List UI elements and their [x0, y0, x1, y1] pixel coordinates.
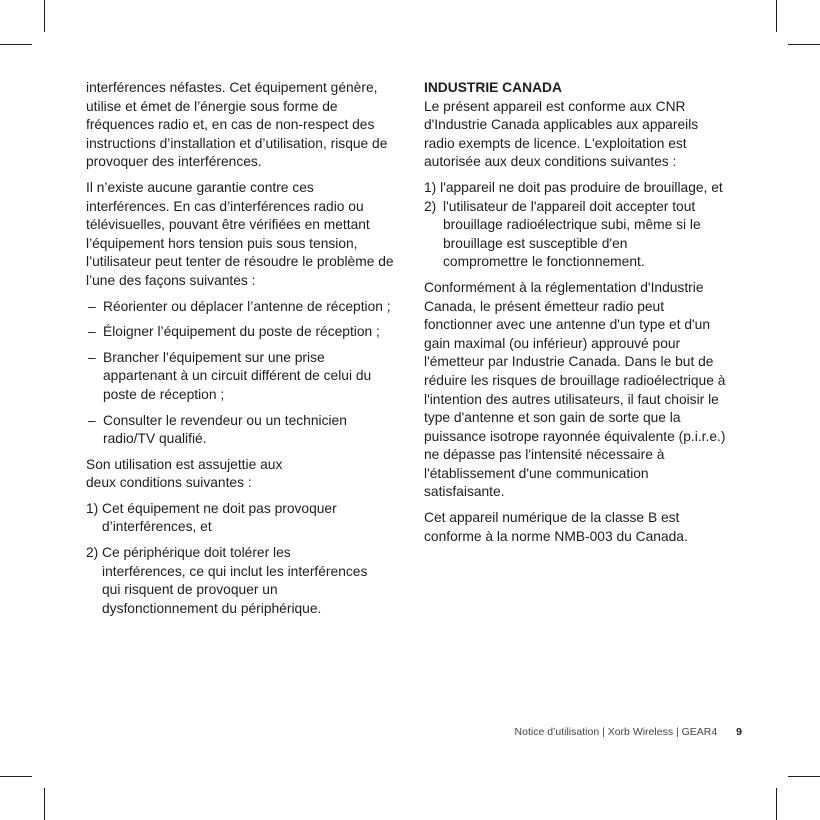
remedy-list — [86, 298, 400, 449]
list-item — [86, 544, 372, 618]
list-item-text: Brancher l’équipement sur une prise appartenant à un circuit différent de celui du poste de réception ; — [103, 349, 372, 402]
footer-text: Notice d’utilisation | Xorb Wireless | GEAR4 — [514, 726, 718, 738]
dash-mark: – — [88, 298, 96, 314]
list-number: 2) — [86, 545, 99, 561]
crop-mark — [776, 0, 777, 32]
crop-mark — [0, 776, 32, 777]
list-number: 1) — [424, 179, 437, 195]
crop-mark — [788, 776, 820, 777]
intro-paragraph: interférences néfastes. Cet équipement génère, utilise et émet de l’énergie sous forme de fréquences radio et, en cas de non-respect des instructions d’installation et d’utilisation, risque de provoquer des interférences. — [86, 80, 388, 170]
dash-mark: – — [88, 324, 96, 340]
page-number: 9 — [736, 726, 742, 738]
list-item — [424, 198, 705, 272]
crop-mark — [776, 788, 777, 820]
list-item — [86, 323, 400, 342]
dash-mark: – — [88, 349, 96, 365]
crop-mark — [788, 44, 820, 45]
left-column — [86, 79, 400, 625]
list-item-text: l'appareil ne doit pas produire de brouillage, et — [440, 179, 723, 195]
list-number: 2) — [424, 198, 437, 214]
list-item — [424, 179, 730, 198]
list-item-text: Ce périphérique doit tolérer les interférences, ce qui inclut les interférences qui risquent de provoquer un dysfonctionnement du périphérique. — [102, 545, 368, 616]
list-item-text: Éloigner l’équipement du poste de réception ; — [103, 324, 380, 340]
crop-mark — [0, 44, 32, 45]
regulation-paragraph: Conformément à la réglementation d'Industrie Canada, le présent émetteur radio peut fonctionner avec une antenne d'un type et d'un gain maximal (ou inférieur) approuvé pour l'émetteur par Industrie Canada. Dans le but de réduire les risques de brouillage radioélectrique à l'intention des autres utilisateurs, il faut choisir le type d'antenne et son gain de sorte que la puissance isotrope rayonnée équivalente (p.i.r.e.) ne dépasse pas l'intensité nécessaire à l'établissement d'une communication satisfaisante. — [424, 279, 726, 500]
guarantee-paragraph: Il n’existe aucune garantie contre ces interférences. En cas d’interférences radio ou télévisuelles, pouvant être vérifiées en mettant l’équipement hors tension puis sous tension, l’utilisateur peut tenter de résoudre le problème de l’une des façons suivantes : — [86, 179, 394, 288]
list-item-text: l'utilisateur de l'appareil doit accepter tout brouillage radioélectrique subi, même si le brouillage est susceptible d'en compromettre le fonctionnement. — [443, 198, 701, 270]
conditions-list — [86, 500, 400, 619]
list-number: 1) — [86, 500, 99, 516]
list-item — [86, 349, 400, 405]
section-heading: INDUSTRIE CANADA — [424, 80, 562, 95]
right-column — [424, 79, 730, 553]
page-footer — [440, 726, 742, 738]
dash-mark: – — [88, 412, 96, 428]
list-item — [86, 500, 372, 537]
conditions-intro: Son utilisation est assujettie aux deux conditions suivantes : — [86, 456, 283, 491]
crop-mark — [44, 788, 45, 820]
list-item-text: Consulter le revendeur ou un technicien radio/TV qualifié. — [103, 412, 347, 447]
ic-intro-paragraph: Le présent appareil est conforme aux CNR d'Industrie Canada applicables aux appareils radio exempts de licence. L'exploitation est autorisée aux deux conditions suivantes : — [424, 98, 699, 170]
list-item — [86, 412, 400, 449]
list-item-text: Réorienter ou déplacer l’antenne de réception ; — [103, 298, 391, 314]
crop-mark — [44, 0, 45, 32]
list-item — [86, 298, 400, 317]
list-item-text: Cet équipement ne doit pas provoquer d’interférences, et — [102, 500, 337, 535]
ic-conditions-list — [424, 179, 730, 272]
nmb-paragraph: Cet appareil numérique de la classe B est conforme à la norme NMB-003 du Canada. — [424, 510, 688, 544]
